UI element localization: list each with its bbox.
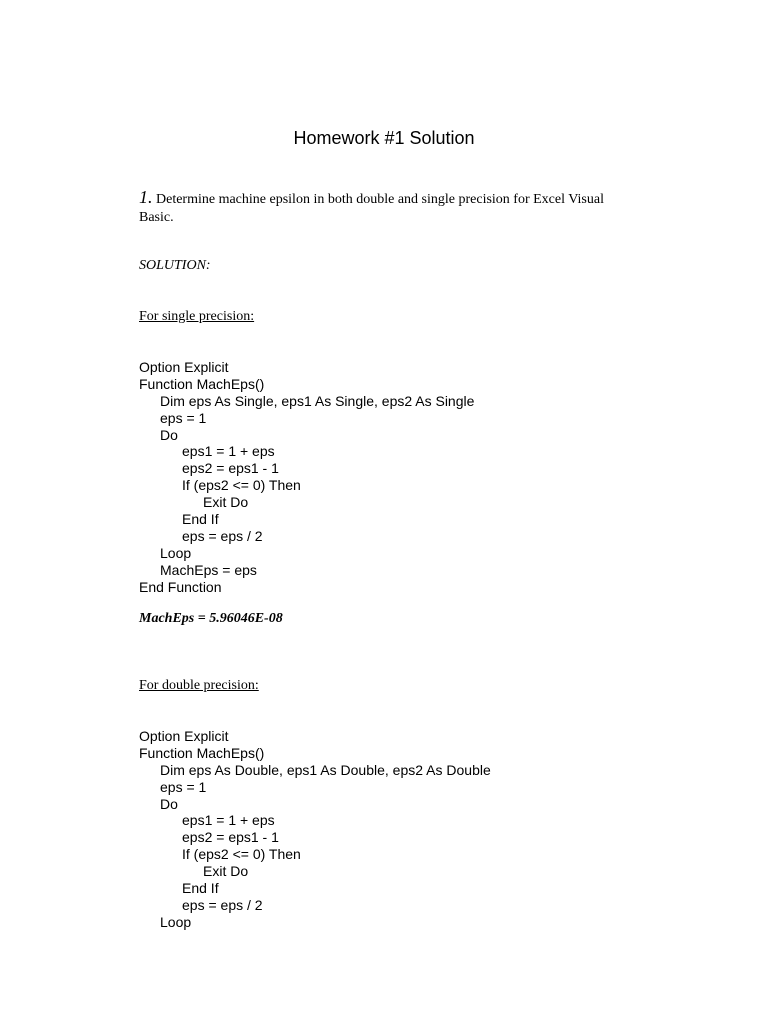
- code-line: Do: [160, 426, 178, 443]
- single-precision-result: MachEps = 5.96046E-08: [139, 611, 283, 626]
- code-line: Loop: [160, 913, 192, 930]
- single-precision-code: [139, 359, 474, 595]
- code-line: MachEps = eps: [160, 561, 257, 578]
- code-line: End If: [182, 511, 219, 528]
- question-number: 1.: [139, 187, 153, 207]
- code-line: Loop: [160, 544, 192, 561]
- single-precision-heading: For single precision:: [139, 309, 255, 324]
- code-line: Function MachEps(): [139, 744, 265, 761]
- code-line: eps1 = 1 + eps: [182, 443, 275, 460]
- code-line: eps = 1: [160, 778, 207, 795]
- double-precision-heading: For double precision:: [139, 678, 259, 693]
- code-line: Dim eps As Double, eps1 As Double, eps2 As Double: [160, 761, 491, 778]
- code-line: eps1 = 1 + eps: [182, 812, 275, 829]
- code-line: Exit Do: [203, 863, 249, 880]
- solution-label: SOLUTION:: [139, 258, 211, 273]
- code-line: If (eps2 <= 0) Then: [182, 477, 301, 494]
- code-line: Exit Do: [203, 494, 249, 511]
- code-line: If (eps2 <= 0) Then: [182, 846, 301, 863]
- code-line: Function MachEps(): [139, 375, 265, 392]
- code-line: Dim eps As Single, eps1 As Single, eps2 As Single: [160, 392, 475, 409]
- code-line: eps2 = eps1 - 1: [182, 460, 279, 477]
- code-line: eps2 = eps1 - 1: [182, 829, 279, 846]
- double-precision-code: [139, 728, 491, 931]
- code-line: eps = eps / 2: [182, 527, 263, 544]
- question-text: Determine machine epsilon in both double and single precision for Excel Visual Basic.: [139, 192, 604, 225]
- code-line: Option Explicit: [139, 359, 229, 375]
- code-line: End Function: [139, 578, 222, 595]
- question-1: [139, 188, 639, 227]
- code-line: eps = 1: [160, 409, 207, 426]
- code-line: eps = eps / 2: [182, 896, 263, 913]
- code-line: End If: [182, 880, 219, 897]
- page-title: Homework #1 Solution: [293, 128, 475, 148]
- code-line: Do: [160, 795, 178, 812]
- code-line: Option Explicit: [139, 728, 229, 744]
